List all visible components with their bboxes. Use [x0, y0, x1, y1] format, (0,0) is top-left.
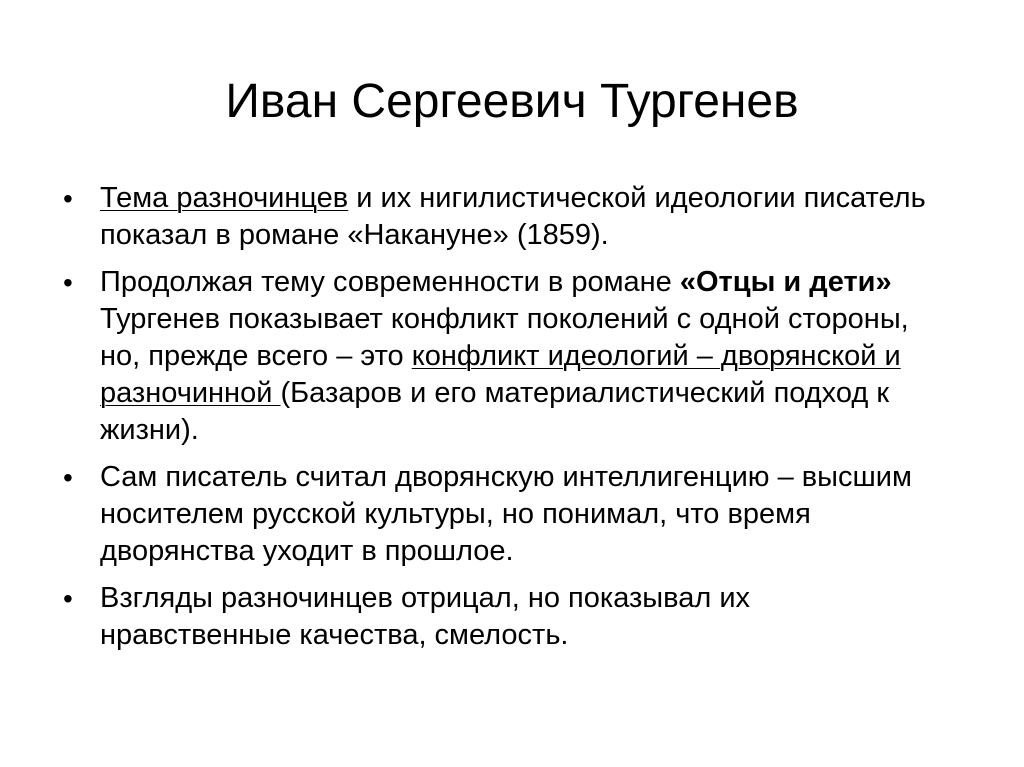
bullet-text: и их нигилистической идеологии писатель показал в романе «Накануне» (1859). — [100, 182, 926, 251]
slide-title: Иван Сергеевич Тургенев — [225, 75, 799, 128]
bullet-marker: • — [63, 183, 73, 214]
bullet-item-1 — [60, 180, 940, 254]
bullet-item-3 — [60, 459, 940, 570]
bullet-text: Сам писатель считал дворянскую интеллигенцию – высшим носителем русской культуры, но понимал, что время дворянства уходит в прошлое. — [100, 461, 912, 567]
bullet-marker: • — [63, 462, 73, 493]
bullet-list — [60, 180, 940, 664]
bullet-marker: • — [63, 267, 73, 298]
bullet-text: (Базаров и его материалистический подход к жизни). — [100, 377, 890, 446]
bold-book-title: «Отцы и дети» — [679, 266, 892, 298]
underlined-phrase: конфликт идеологий – дворянской и разночинной — [100, 340, 901, 409]
bullet-item-2 — [60, 264, 940, 449]
bullet-text: Взгляды разночинцев отрицал, но показывал их нравственные качества, смелость. — [100, 582, 751, 651]
bullet-text: Тургенев показывает конфликт поколений с одной стороны, но, прежде всего – это — [100, 303, 909, 372]
bullet-marker: • — [63, 583, 73, 614]
bullet-text: Продолжая тему современности в романе — [100, 266, 680, 298]
bullet-item-4 — [60, 580, 940, 654]
underlined-phrase: Тема разночинцев — [100, 182, 349, 214]
